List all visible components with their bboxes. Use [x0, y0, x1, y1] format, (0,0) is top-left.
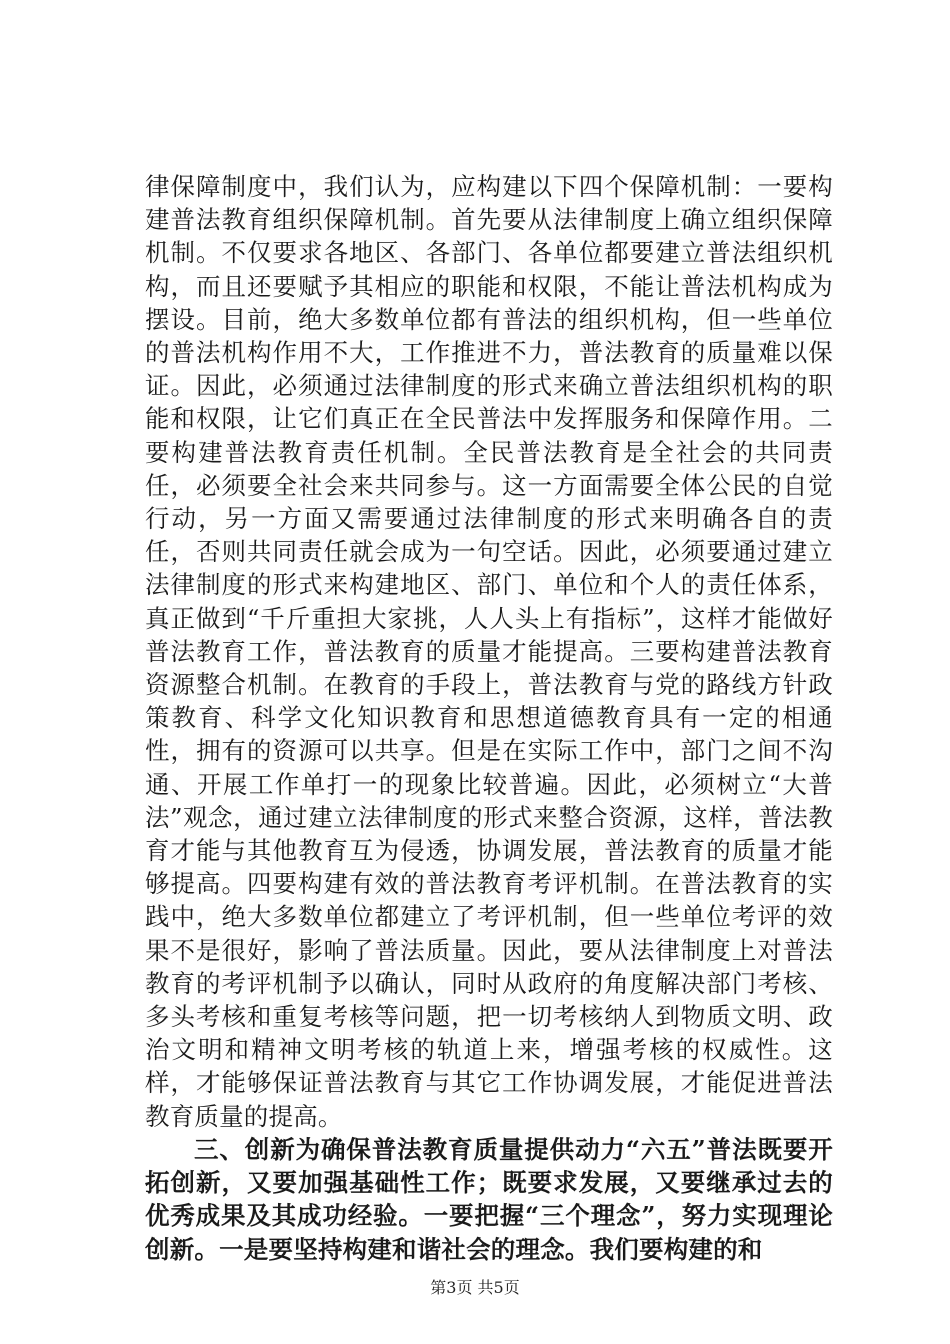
document-body	[145, 170, 833, 1266]
page-footer: 第3页 共5页	[430, 1278, 520, 1297]
section-heading-paragraph: 三、创新为确保普法教育质量提供动力“六五”普法既要开拓创新，又要加强基础性工作；既要求发展，又要继承过去的优秀成果及其成功经验。一要把握“三个理念”，努力实现理论创新。一是要坚持构建和谐社会的理念。我们要构建的和	[145, 1134, 833, 1264]
body-paragraph: 律保障制度中，我们认为，应构建以下四个保障机制：一要构建普法教育组织保障机制。首先要从法律制度上确立组织保障机制。不仅要求各地区、各部门、各单位都要建立普法组织机构，而且还要赋予其相应的职能和权限，不能让普法机构成为摆设。目前，绝大多数单位都有普法的组织机构，但一些单位的普法机构作用不大，工作推进不力，普法教育的质量难以保证。因此，必须通过法律制度的形式来确立普法组织机构的职能和权限，让它们真正在全民普法中发挥服务和保障作用。二要构建普法教育责任机制。全民普法教育是全社会的共同责任，必须要全社会来共同参与。这一方面需要全体公民的自觉行动，另一方面又需要通过法律制度的形式来明确各自的责任，否则共同责任就会成为一句空话。因此，必须要通过建立法律制度的形式来构建地区、部门、单位和个人的责任体系，真正做到“千斤重担大家挑，人人头上有指标”，这样才能做好普法教育工作，普法教育的质量才能提高。三要构建普法教育资源整合机制。在教育的手段上，普法教育与党的路线方针政策教育、科学文化知识教育和思想道德教育具有一定的相通性，拥有的资源可以共享。但是在实际工作中，部门之间不沟通、开展工作单打一的现象比较普遍。因此，必须树立“大普法”观念，通过建立法律制度的形式来整合资源，这样，普法教育才能与其他教育互为侵透，协调发展，普法教育的质量才能够提高。四要构建有效的普法教育考评机制。在普法教育的实践中，绝大多数单位都建立了考评机制，但一些单位考评的效果不是很好，影响了普法质量。因此，要从法律制度上对普法教育的考评机制予以确认，同时从政府的角度解决部门考核、多头考核和重复考核等问题，把一切考核纳人到物质文明、政治文明和精神文明考核的轨道上来，增强考核的权威性。这样，才能够保证普法教育与其它工作协调发展，才能促进普法教育质量的提高。	[145, 172, 833, 1131]
